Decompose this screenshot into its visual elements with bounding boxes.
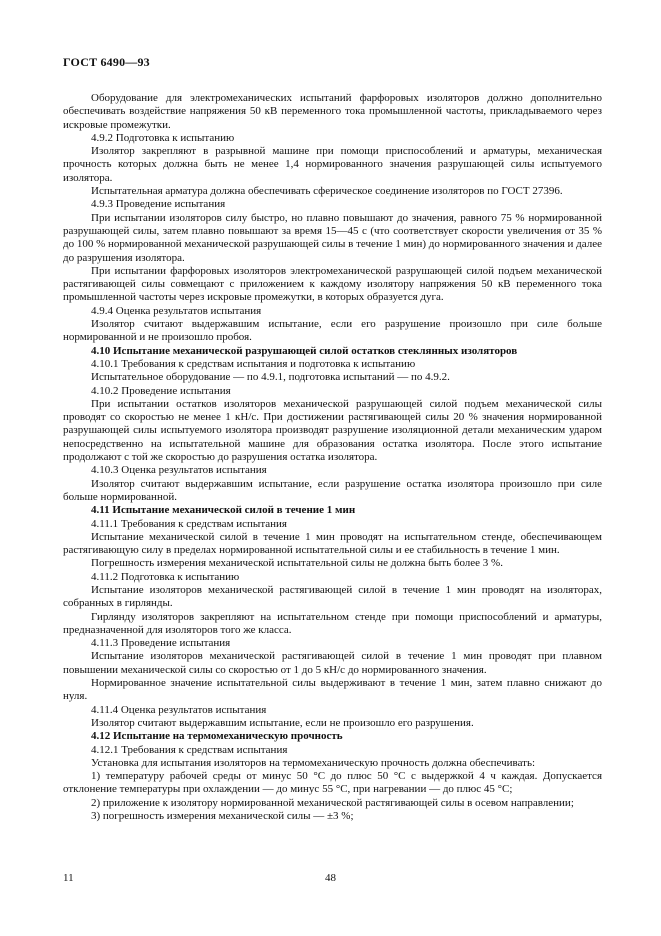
- paragraph: Изолятор считают выдержавшим испытание, если разрушение остатка изолятора произошло при силе больше нормированной.: [63, 477, 602, 503]
- paragraph: При испытании остатков изоляторов механической разрушающей силой подъем механической силы проводят со скоростью не менее 1 кН/с. При достижении растягивающей силы 20 % значения нормированной разрушающей силы испытуемого изолятора производят разрушение изоляционной детали механическим ударом непосредственно на испытательной машине для образования остатка изолятора. После этого испытание продолжают с той же скоростью до разрушения остатка изолятора.: [63, 397, 602, 464]
- section-heading: 4.10 Испытание механической разрушающей силой остатков стеклянных изоляторов: [91, 344, 518, 357]
- paragraph: 4.9.3 Проведение испытания: [91, 198, 226, 211]
- paragraph: 4.11.1 Требования к средствам испытания: [91, 517, 287, 530]
- paragraph: Нормированное значение испытательной силы выдерживают в течение 1 мин, затем плавно снижают до нуля.: [63, 677, 602, 703]
- paragraph: 3) погрешность измерения механической силы — ±3 %;: [91, 810, 354, 823]
- paragraph: Погрешность измерения механической испытательной силы не должна быть более 3 %.: [91, 557, 503, 570]
- document-body: [63, 92, 602, 823]
- paragraph: Изолятор считают выдержавшим испытание, если его разрушение произошло при силе больше нормированной и не произошло пробоя.: [63, 318, 602, 344]
- paragraph: 4.11.3 Проведение испытания: [91, 637, 231, 650]
- paragraph: Гирлянду изоляторов закрепляют на испытательном стенде при помощи приспособлений и арматуры, предназначенной для изоляторов того же класса.: [63, 610, 602, 636]
- page-number-center: 48: [325, 872, 336, 884]
- section-heading: 4.12 Испытание на термомеханическую прочность: [91, 730, 343, 743]
- paragraph: Испытательное оборудование — по 4.9.1, подготовка испытаний — по 4.9.2.: [91, 371, 450, 384]
- section-heading: 4.11 Испытание механической силой в течение 1 мин: [91, 504, 356, 517]
- paragraph: Испытание изоляторов механической растягивающей силой в течение 1 мин проводят при плавном повышении механической силы со скоростью от 1 до 5 кН/с до нормированного значения.: [63, 650, 602, 676]
- paragraph: 4.10.1 Требования к средствам испытания и подготовка к испытанию: [91, 357, 416, 370]
- paragraph: 4.9.4 Оценка результатов испытания: [91, 304, 262, 317]
- paragraph: 4.10.2 Проведение испытания: [91, 384, 231, 397]
- paragraph: 4.12.1 Требования к средствам испытания: [91, 743, 288, 756]
- paragraph: 4.11.2 Подготовка к испытанию: [91, 570, 240, 583]
- document-title: ГОСТ 6490—93: [63, 55, 150, 69]
- paragraph: Изолятор считают выдержавшим испытание, если не произошло его разрушения.: [91, 716, 474, 729]
- paragraph: Испытание изоляторов механической растягивающей силой в течение 1 мин проводят на изоляторах, собранных в гирлянды.: [63, 583, 602, 610]
- paragraph: При испытании фарфоровых изоляторов электромеханической разрушающей силой подъем механической растягивающей силы совмещают с приложением к каждому изолятору напряжения 50 кВ переменного тока промышленной частоты через искровые промежутки, в которых образуется дуга.: [63, 264, 602, 304]
- page-number-left: 11: [63, 872, 74, 884]
- paragraph: Испытание механической силой в течение 1 мин проводят на испытательном стенде, обеспечивающем растягивающую силу в пределах нормированной испытательной силы и ее стабильность в течение 1 мин.: [63, 530, 602, 557]
- paragraph: Испытательная арматура должна обеспечивать сферическое соединение изоляторов по ГОСТ 27396.: [91, 185, 563, 198]
- paragraph: 4.10.3 Оценка результатов испытания: [91, 464, 267, 477]
- document-footer: [0, 872, 661, 888]
- paragraph: 2) приложение к изолятору нормированной механической растягивающей силы в осевом направлении;: [91, 796, 574, 809]
- paragraph: 4.11.4 Оценка результатов испытания: [91, 703, 267, 716]
- paragraph: 4.9.2 Подготовка к испытанию: [91, 131, 235, 144]
- paragraph: Изолятор закрепляют в разрывной машине при помощи приспособлений и арматуры, механическая прочность которых должна быть не менее 1,4 нормированного значения разрушающей силы испытуемого изолятора.: [63, 145, 602, 184]
- paragraph: Установка для испытания изоляторов на термомеханическую прочность должна обеспечивать:: [91, 756, 536, 769]
- paragraph: Оборудование для электромеханических испытаний фарфоровых изоляторов должно дополнительно обеспечивать воздействие напряжения 50 кВ переменного тока промышленной частоты, прикладываемого через искровые промежутки.: [63, 92, 602, 131]
- paragraph: При испытании изоляторов силу быстро, но плавно повышают до значения, равного 75 % нормированной разрушающей силы, затем плавно повышают за время 15—45 с (что соответствует скорости увеличения от 35 % до 100 % нормированной механической разрушающей силы в течение 1 мин) до нормированного значения и далее до разрушения изолятора.: [63, 211, 602, 264]
- paragraph: 1) температуру рабочей среды от минус 50 °С до плюс 50 °С с выдержкой 4 ч каждая. Допускается отклонение температуры при охлаждении — до минус 55 °С, при нагревании — до плюс 45 °С;: [63, 770, 602, 796]
